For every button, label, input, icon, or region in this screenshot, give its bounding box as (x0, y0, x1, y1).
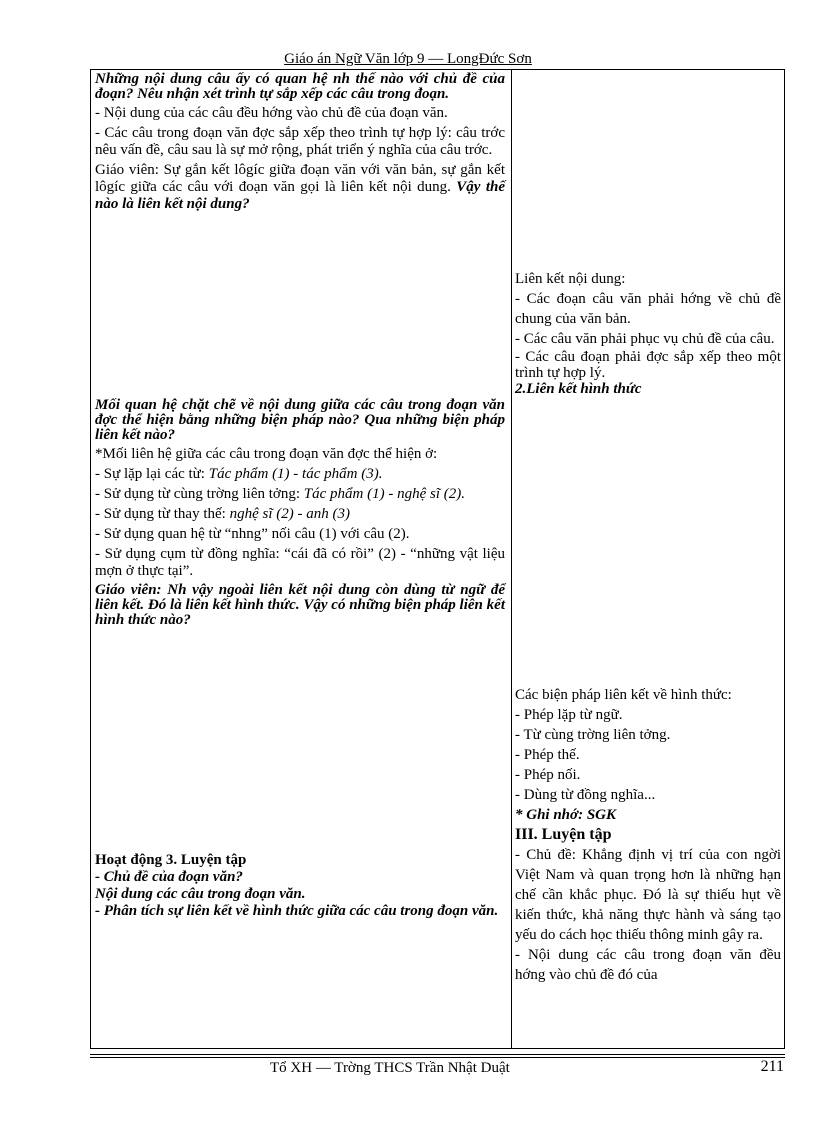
content-link-heading: Liên kết nội dung: (515, 271, 626, 287)
method-2: - Từ cùng trờng liên tởng. (515, 727, 671, 743)
paragraph-5 (95, 466, 505, 483)
right-column (515, 70, 781, 1048)
content-link-1: - Các đoạn câu văn phải hớng về chủ đề chung của văn bản. (515, 291, 781, 327)
method-5: - Dùng từ đồng nghĩa... (515, 787, 656, 803)
paragraph-6 (95, 486, 505, 503)
task-2: Nội dung các câu trong đoạn văn. (95, 886, 306, 902)
question-3: Giáo viên: Nh vậy ngoài liên kết nội dung còn dùng từ ngữ để liên kết. Đó là liên kết hình thức. Vậy có những biện pháp liên kết hình thức nào? (95, 582, 505, 628)
header-title: Giáo án Ngữ Văn lớp 9 — LongĐức Sơn (284, 51, 532, 67)
remember-note: * Ghi nhớ: SGK (515, 807, 617, 823)
task-1: - Chủ đề của đoạn văn? (95, 869, 243, 885)
paragraph-3-text: Giáo viên: Sự gắn kết lôgíc giữa đoạn văn với văn bản, sự gắn kết lôgíc giữa các câu với đoạn văn gọi là liên kết nội dung. (95, 162, 505, 195)
right-block-1 (515, 269, 781, 397)
footer-text: Tổ XH — Trờng THCS Trần Nhật Duật (270, 1060, 510, 1076)
page-number: 211 (760, 1058, 784, 1075)
question-2: Mối quan hệ chặt chẽ về nội dung giữa các câu trong đoạn văn đợc thể hiện bằng những biện pháp nào? Qua những biện pháp liên kết nào? (95, 397, 505, 443)
content-link-2: - Các câu văn phải phục vụ chủ đề của câu. (515, 331, 775, 347)
left-column (95, 70, 505, 1048)
form-methods-heading: Các biện pháp liên kết về hình thức: (515, 687, 732, 703)
practice-1: - Chủ đề: Khẳng định vị trí của con ngời Việt Nam và quan trọng hơn là những hạn chế cần khắc phục. Đó là sự thiếu hụt về kiến thức, khả năng thực hành và sáng tạo yếu do cách học thiếu thông minh gây ra. (515, 847, 781, 943)
practice-2: - Nội dung các câu trong đoạn văn đều hớng vào chủ đề đó của (515, 947, 781, 983)
paragraph-1: - Nội dung của các câu đều hớng vào chủ đề của đoạn văn. (95, 105, 448, 121)
method-4: - Phép nối. (515, 767, 581, 783)
footer-rule (90, 1054, 785, 1055)
lesson-table (90, 69, 785, 1049)
activity-3-heading: Hoạt động 3. Luyện tập (95, 852, 247, 868)
p6-example: Tác phẩm (1) - nghệ sĩ (2). (303, 486, 466, 502)
left-block-3 (95, 852, 505, 919)
p6-lead: - Sử dụng từ cùng trờng liên tởng: (95, 486, 304, 502)
footer-rule-2 (90, 1057, 785, 1058)
task-3: - Phân tích sự liên kết về hình thức giữa các câu trong đoạn văn. (95, 903, 499, 919)
page-header (0, 50, 816, 68)
paragraph-3-question: Vậy thế nào là liên kết nội dung? (95, 179, 505, 212)
method-1: - Phép lặp từ ngữ. (515, 707, 623, 723)
p7-example: nghệ sĩ (2) - anh (3) (229, 506, 350, 522)
paragraph-4: *Mối liên hệ giữa các câu trong đoạn văn đợc thể hiện ở: (95, 446, 438, 462)
p5-lead: - Sự lặp lại các từ: (95, 466, 209, 482)
paragraph-3 (95, 162, 505, 213)
form-link-heading: 2.Liên kết hình thức (515, 381, 642, 397)
paragraph-9: - Sử dụng cụm từ đồng nghĩa: “cái đã có rồi” (2) - “những vật liệu mợn ở thực tại”. (95, 546, 505, 579)
paragraph-8: - Sử dụng quan hệ từ “nhng” nối câu (1) với câu (2). (95, 526, 410, 542)
p5-example: Tác phẩm (1) - tác phẩm (3). (208, 466, 383, 482)
method-3: - Phép thế. (515, 747, 580, 763)
question-1: Những nội dung câu ấy có quan hệ nh thế nào với chủ đề của đoạn? Nêu nhận xét trình tự sắp xếp các câu trong đoạn. (95, 71, 505, 102)
paragraph-7 (95, 506, 505, 523)
left-block-1 (95, 72, 505, 216)
left-block-2 (95, 398, 505, 631)
right-block-2 (515, 685, 781, 985)
content-link-3: - Các câu đoạn phải đợc sắp xếp theo một trình tự hợp lý. (515, 349, 781, 381)
column-divider (511, 70, 512, 1048)
practice-heading: III. Luyện tập (515, 826, 612, 843)
p7-lead: - Sử dụng từ thay thế: (95, 506, 230, 522)
paragraph-2: - Các câu trong đoạn văn đợc sắp xếp theo trình tự hợp lý: câu trớc nêu vấn đề, câu sau là sự mở rộng, phát triển ý nghĩa của câu trớc. (95, 125, 505, 158)
